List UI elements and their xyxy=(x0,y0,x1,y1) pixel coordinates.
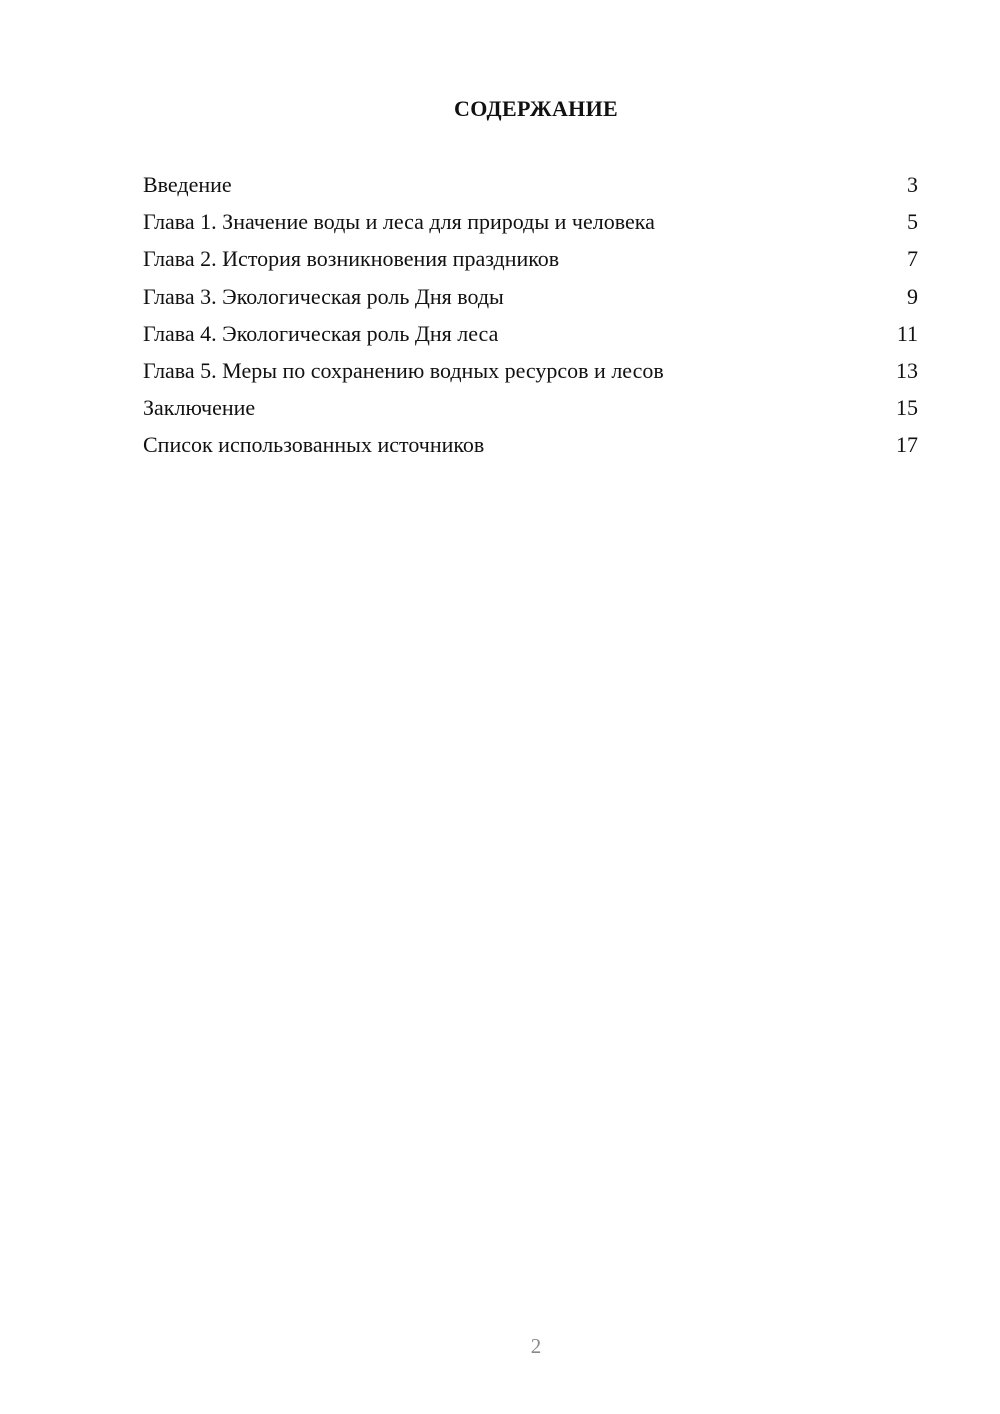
toc-entry-label: Глава 4. Экологическая роль Дня леса xyxy=(143,320,499,346)
toc-entry-label: Глава 1. Значение воды и леса для природы и человека xyxy=(143,209,655,235)
toc-entry-references xyxy=(143,428,918,465)
toc-entry-label: Глава 2. История возникновения праздников xyxy=(143,246,560,272)
toc-entry-conclusion xyxy=(143,391,918,428)
toc-entry-page: 7 xyxy=(907,246,918,272)
toc-entry-chapter-2 xyxy=(143,242,918,279)
toc-entry-page: 3 xyxy=(907,172,918,197)
toc-entry-label: Заключение xyxy=(143,395,256,421)
toc-entry-page: 9 xyxy=(907,283,918,309)
toc-entry-page: 11 xyxy=(896,320,918,346)
page-number: 2 xyxy=(530,1334,542,1358)
toc-entry-label: Список использованных источников xyxy=(143,432,485,458)
table-of-contents xyxy=(143,168,918,466)
toc-entry-page: 17 xyxy=(896,432,918,458)
toc-entry-label: Глава 3. Экологическая роль Дня воды xyxy=(143,283,504,309)
toc-title: СОДЕРЖАНИЕ xyxy=(454,96,618,121)
toc-entry-page: 5 xyxy=(907,209,918,235)
toc-entry-chapter-5 xyxy=(143,354,918,391)
toc-entry-introduction xyxy=(143,168,918,205)
toc-entry-page: 13 xyxy=(896,357,918,383)
toc-entry-chapter-3 xyxy=(143,280,918,317)
toc-entry-page: 15 xyxy=(896,395,918,421)
toc-entry-chapter-4 xyxy=(143,317,918,354)
toc-entry-label: Глава 5. Меры по сохранению водных ресурсов и лесов xyxy=(143,357,664,383)
toc-entry-chapter-1 xyxy=(143,205,918,242)
toc-entry-label: Введение xyxy=(143,172,232,197)
